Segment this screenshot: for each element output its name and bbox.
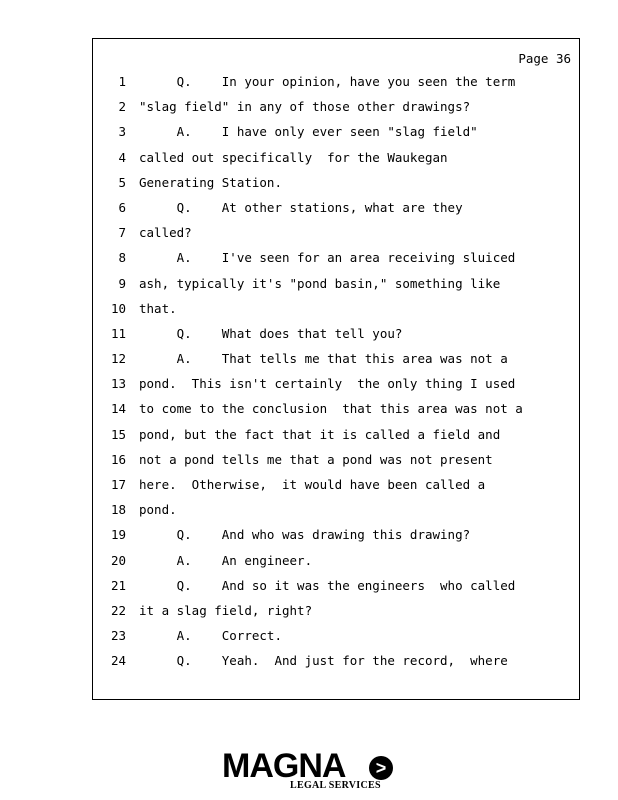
transcript-line: [93, 195, 579, 220]
line-text: pond.: [139, 502, 177, 518]
transcript-lines: [93, 69, 579, 674]
line-text: Q. What does that tell you?: [139, 325, 403, 341]
transcript-line: [93, 220, 579, 245]
line-number: 16: [110, 451, 126, 467]
line-number: 2: [118, 99, 126, 115]
transcript-line: [93, 472, 579, 497]
line-text: that.: [139, 300, 177, 316]
line-number: 4: [118, 149, 126, 165]
line-text: called out specifically for the Waukegan: [139, 149, 448, 165]
transcript-line: [93, 447, 579, 472]
line-number: 14: [110, 401, 126, 417]
transcript-line: [93, 296, 579, 321]
line-number: 7: [118, 225, 126, 241]
line-text: "slag field" in any of those other drawings?: [139, 99, 471, 115]
transcript-line: [93, 170, 579, 195]
transcript-line: [93, 371, 579, 396]
line-text: A. I have only ever seen "slag field": [139, 124, 478, 140]
line-number: 9: [118, 275, 126, 291]
transcript-line: [93, 271, 579, 296]
line-text: pond. This isn't certainly the only thing I used: [139, 376, 516, 392]
line-text: Generating Station.: [139, 174, 282, 190]
line-number: 5: [118, 174, 126, 190]
line-number: 12: [110, 351, 126, 367]
transcript-page: [92, 38, 580, 700]
line-number: 1: [118, 74, 126, 89]
transcript-line: [93, 522, 579, 547]
line-number: 21: [110, 577, 126, 593]
line-text: Q. In your opinion, have you seen the term: [139, 74, 516, 89]
line-number: 8: [118, 250, 126, 266]
magna-logo: [222, 748, 397, 794]
line-number: 24: [110, 653, 126, 669]
line-text: to come to the conclusion that this area was not a: [139, 401, 523, 417]
line-number: 23: [110, 628, 126, 644]
line-number: 3: [118, 124, 126, 140]
line-text: A. Correct.: [139, 628, 282, 644]
line-text: A. That tells me that this area was not a: [139, 351, 508, 367]
transcript-line: [93, 119, 579, 144]
transcript-line: [93, 245, 579, 270]
line-number: 13: [110, 376, 126, 392]
line-text: Q. And who was drawing this drawing?: [139, 527, 471, 543]
line-number: 20: [110, 552, 126, 568]
line-number: 19: [110, 527, 126, 543]
page-number: Page 36: [518, 51, 571, 66]
logo-subtitle: LEGAL SERVICES: [290, 780, 381, 791]
transcript-line: [93, 321, 579, 346]
transcript-line: [93, 69, 579, 94]
line-text: called?: [139, 225, 192, 241]
line-number: 15: [110, 426, 126, 442]
line-number: 17: [110, 477, 126, 492]
line-text: here. Otherwise, it would have been called a: [139, 477, 486, 492]
line-text: not a pond tells me that a pond was not present: [139, 451, 493, 467]
line-number: 10: [110, 300, 126, 316]
line-text: Q. Yeah. And just for the record, where: [139, 653, 508, 669]
transcript-line: [93, 648, 579, 673]
line-text: A. An engineer.: [139, 552, 313, 568]
line-text: Q. At other stations, what are they: [139, 199, 463, 215]
line-number: 6: [118, 199, 126, 215]
transcript-line: [93, 145, 579, 170]
line-number: 11: [110, 325, 126, 341]
logo-wordmark: MAGNA: [222, 747, 346, 785]
transcript-line: [93, 94, 579, 119]
transcript-line: [93, 396, 579, 421]
line-text: ash, typically it's "pond basin," something like: [139, 275, 501, 291]
transcript-line: [93, 573, 579, 598]
transcript-line: [93, 497, 579, 522]
line-number: 18: [110, 502, 126, 518]
transcript-line: [93, 598, 579, 623]
transcript-line: [93, 623, 579, 648]
line-text: A. I've seen for an area receiving sluiced: [139, 250, 516, 266]
transcript-line: [93, 422, 579, 447]
transcript-line: [93, 548, 579, 573]
transcript-line: [93, 346, 579, 371]
arrow-circle-icon: >: [369, 756, 393, 780]
line-text: it a slag field, right?: [139, 602, 313, 618]
line-number: 22: [110, 602, 126, 618]
line-text: Q. And so it was the engineers who called: [139, 577, 516, 593]
line-text: pond, but the fact that it is called a field and: [139, 426, 501, 442]
